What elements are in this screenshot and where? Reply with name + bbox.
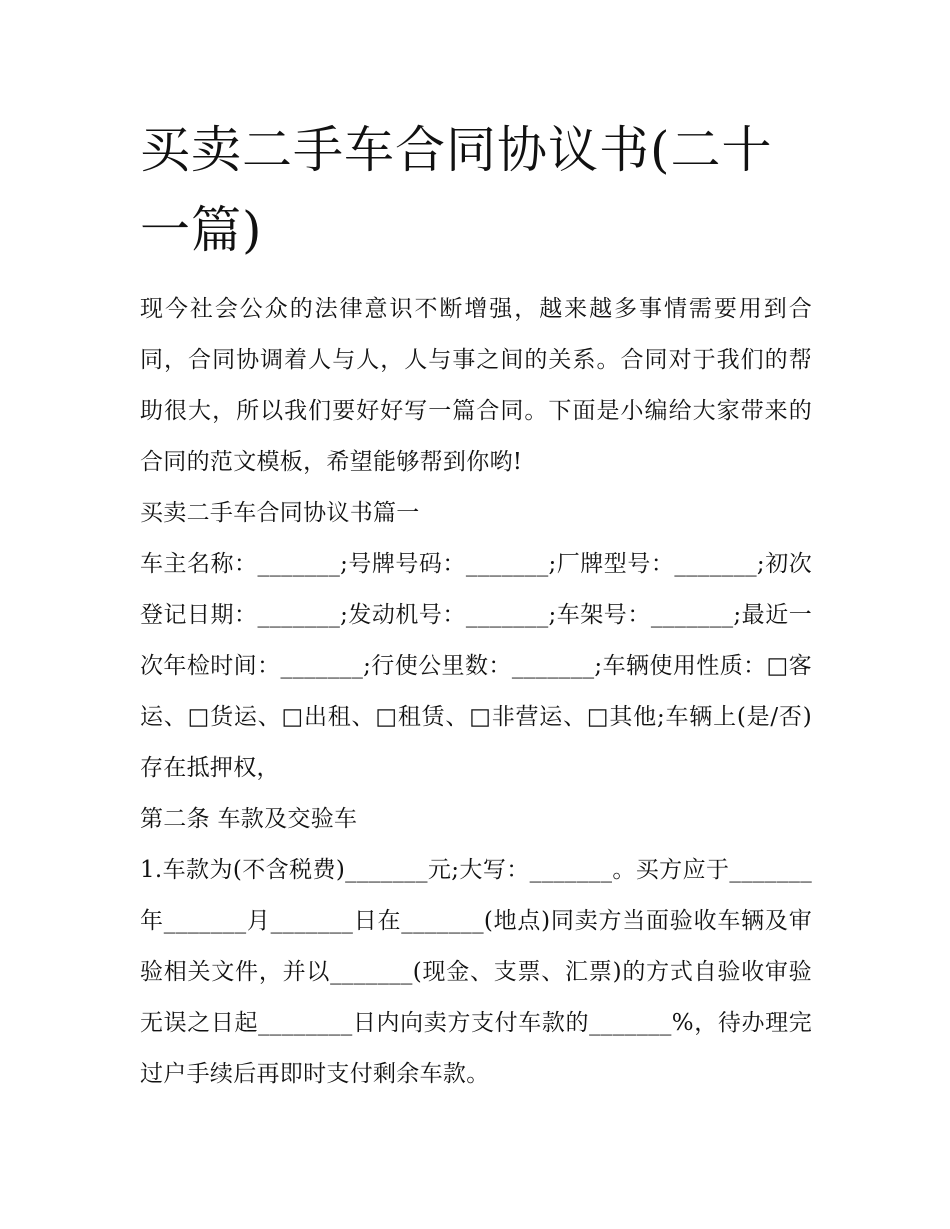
document-title: 买卖二手车合同协议书(二十一篇) — [140, 121, 773, 259]
article-heading: 第二条 车款及交验车 — [140, 806, 358, 832]
section-heading: 买卖二手车合同协议书篇一 — [140, 500, 420, 526]
intro-paragraph: 现今社会公众的法律意识不断增强，越来越多事情需要用到合同，合同协调着人与人，人与事之间的关系。合同对于我们的帮助很大，所以我们要好好写一篇合同。下面是小编给大家带来的合同的范文模板，希望能够帮到你哟! — [140, 296, 812, 475]
payment-paragraph: 1.车款为(不含税费)_______元;大写：_______。买方应于_______年_______月_______日在_______(地点)同卖方当面验收车辆及审验相关文件，并以_______(现金、支票、汇票)的方式自验收审验无误之日起________日内向卖方支付车款的_______%，待办理完过户手续后再即时支付剩余车款。 — [140, 857, 812, 1087]
vehicle-info-paragraph: 车主名称：_______;号牌号码：_______;厂牌型号：_______;初次登记日期：_______;发动机号：_______;车架号：_______;最近一次年检时间：_______;行使公里数：_______;车辆使用性质：□客运、□货运、□出租、□租赁、□非营运、□其他;车辆上(是/否)存在抵押权， — [140, 551, 812, 781]
document-page — [140, 110, 812, 1100]
